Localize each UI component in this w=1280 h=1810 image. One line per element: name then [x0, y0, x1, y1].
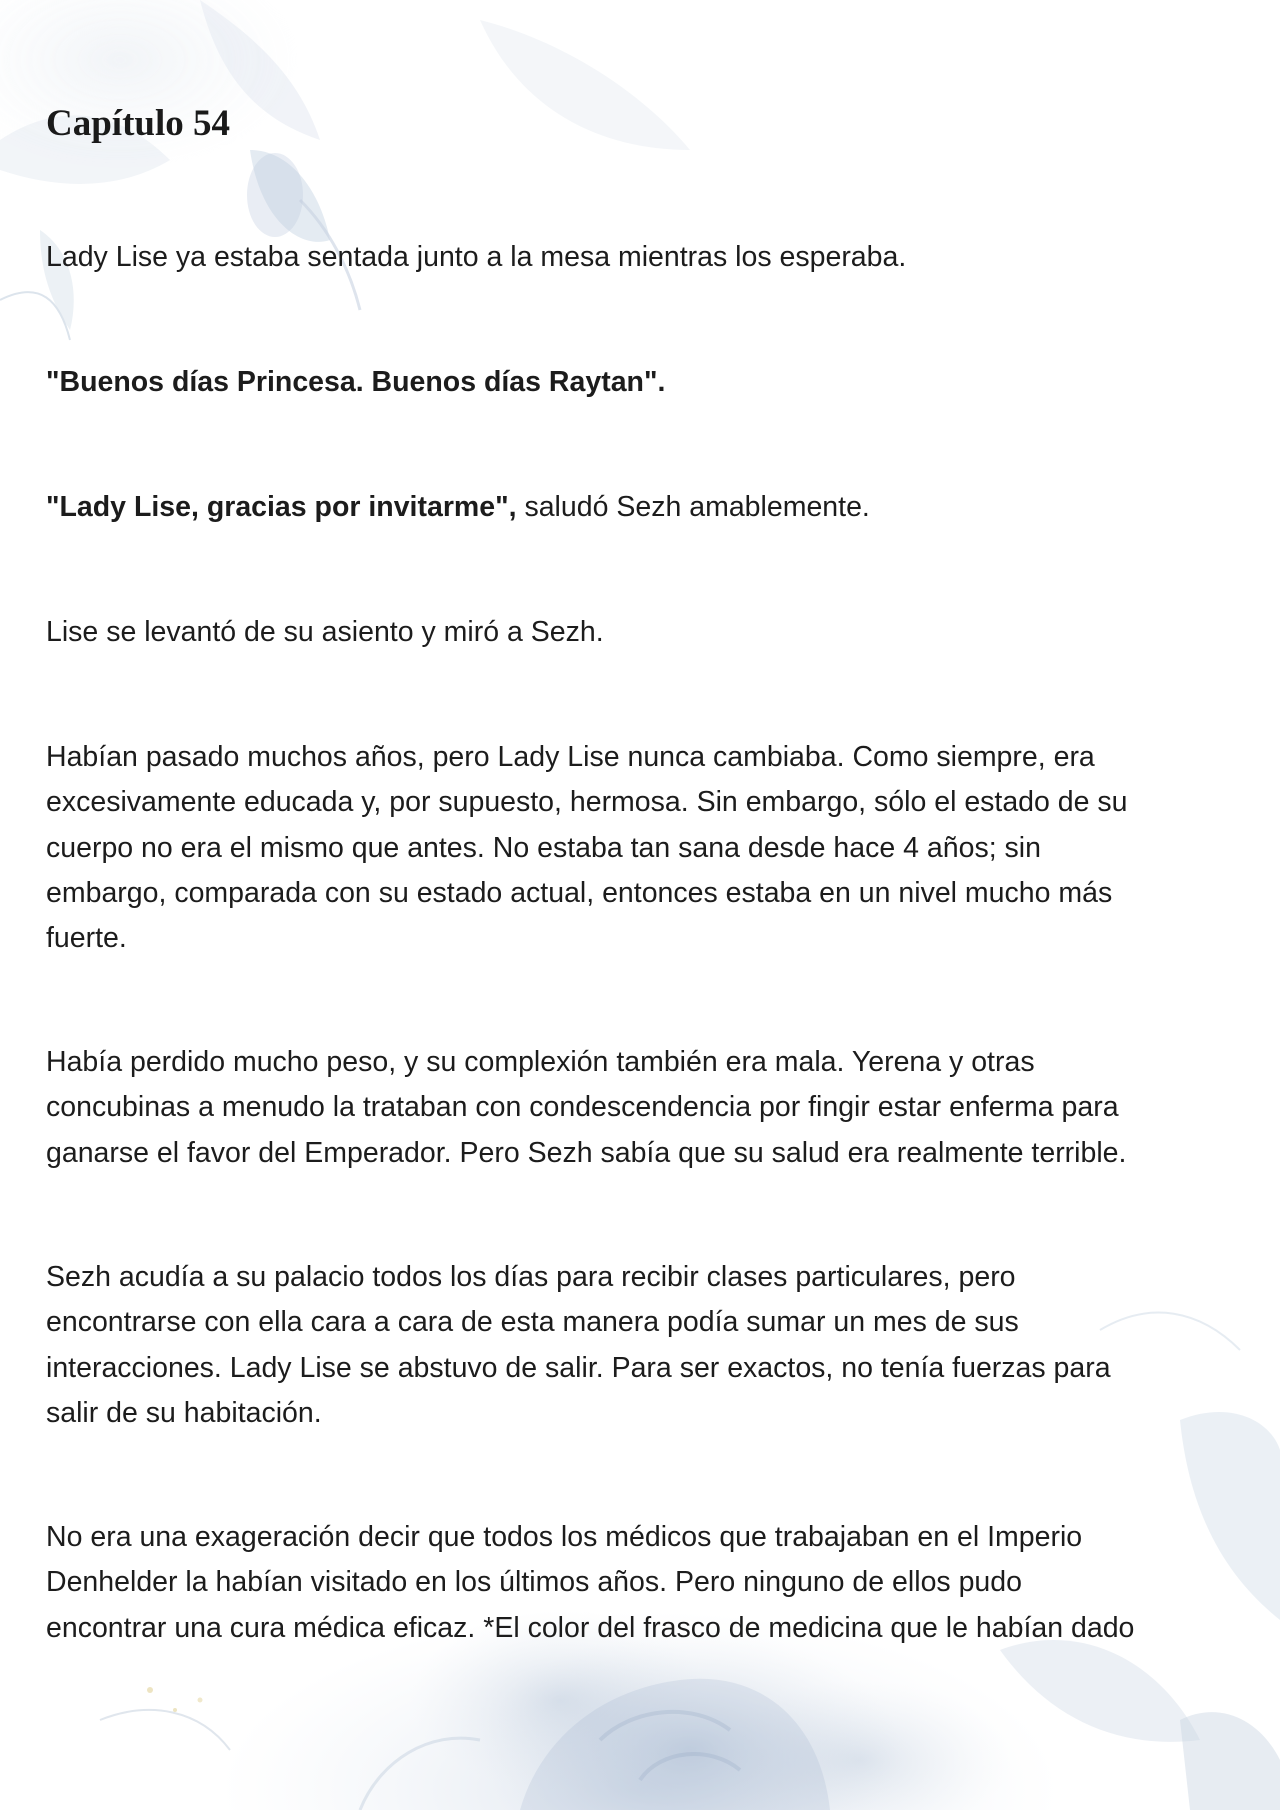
paragraph-5 [46, 735, 1246, 961]
paragraph-text: Lise se levantó de su asiento y miró a Sezh. [46, 616, 604, 648]
paragraph-1 [46, 235, 1246, 280]
text-line: excesivamente educada y, por supuesto, hermosa. Sin embargo, sólo el estado de su [46, 786, 1128, 819]
dialogue-text: "Lady Lise, gracias por invitarme", [46, 491, 517, 523]
text-line: interacciones. Lady Lise se abstuvo de salir. Para ser exactos, no tenía fuerzas para [46, 1351, 1111, 1384]
paragraph-2 [46, 360, 1246, 405]
text-line: Denhelder la habían visitado en los últimos años. Pero ninguno de ellos pudo [46, 1566, 1022, 1599]
text-line: encontrar una cura médica eficaz. *El color del frasco de medicina que le habían dado [46, 1611, 1135, 1644]
text-line: ganarse el favor del Emperador. Pero Sezh sabía que su salud era realmente terrible. [46, 1136, 1127, 1169]
paragraph-4 [46, 610, 1246, 655]
paragraph-3 [46, 485, 1246, 530]
text-line: embargo, comparada con su estado actual, entonces estaba en un nivel mucho más [46, 876, 1113, 909]
dialogue-text: "Buenos días Princesa. Buenos días Raytan". [46, 366, 666, 398]
text-line: Habían pasado muchos años, pero Lady Lise nunca cambiaba. Como siempre, era [46, 741, 1095, 773]
text-line: cuerpo no era el mismo que antes. No estaba tan sana desde hace 4 años; sin [46, 831, 1041, 864]
paragraph-text: Lady Lise ya estaba sentada junto a la mesa mientras los esperaba. [46, 241, 907, 273]
paragraph-7 [46, 1255, 1246, 1436]
text-line: encontrarse con ella cara a cara de esta manera podía sumar un mes de sus [46, 1306, 1019, 1339]
text-line: Había perdido mucho peso, y su complexión también era mala. Yerena y otras [46, 1046, 1035, 1078]
text-line: salir de su habitación. [46, 1396, 322, 1429]
text-line: fuerte. [46, 922, 127, 955]
chapter-title: Capítulo 54 [46, 103, 231, 144]
text-line: Sezh acudía a su palacio todos los días para recibir clases particulares, pero [46, 1261, 1016, 1293]
paragraph-6 [46, 1040, 1246, 1176]
text-line: No era una exageración decir que todos los médicos que trabajaban en el Imperio [46, 1521, 1083, 1553]
text-line: concubinas a menudo la trataban con condescendencia por fingir estar enferma para [46, 1091, 1119, 1124]
paragraph-8 [46, 1515, 1246, 1651]
narration-text: saludó Sezh amablemente. [516, 491, 870, 523]
top-left-floral-icon [0, 0, 690, 340]
